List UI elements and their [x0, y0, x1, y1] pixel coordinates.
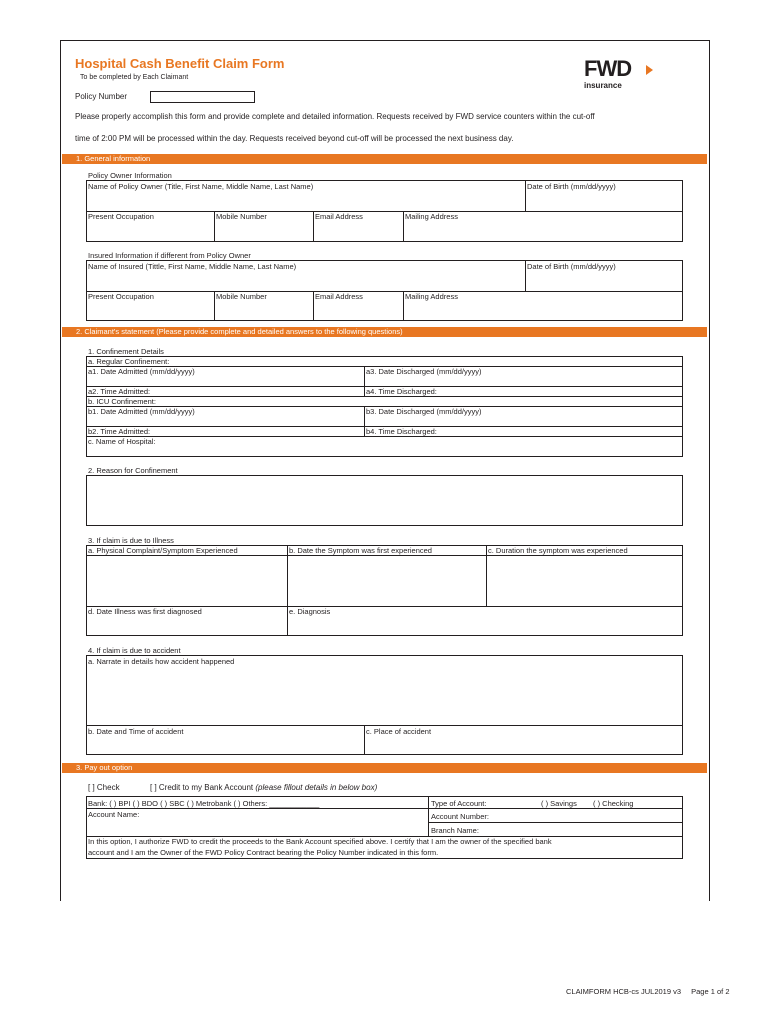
insured-heading: Insured Information if different from Policy Owner [88, 251, 251, 260]
owner-mobile-field[interactable]: Mobile Number [216, 212, 267, 221]
b1-date-admitted-field[interactable]: b1. Date Admitted (mm/dd/yyyy) [88, 407, 195, 416]
divider [287, 545, 288, 636]
owner-name-field[interactable]: Name of Policy Owner (Title, First Name, Middle Name, Last Name) [88, 182, 314, 191]
insured-dob-field[interactable]: Date of Birth (mm/dd/yyyy) [527, 262, 616, 271]
section2-header: 2. Claimant's statement (Please provide complete and detailed answers to the following questions) [62, 327, 707, 337]
a1-date-admitted-field[interactable]: a1. Date Admitted (mm/dd/yyyy) [88, 367, 195, 376]
symptom-duration-field[interactable]: c. Duration the symptom was experienced [488, 546, 628, 555]
owner-email-field[interactable]: Email Address [315, 212, 363, 221]
illness-box [86, 545, 683, 636]
owner-heading: Policy Owner Information [88, 171, 172, 180]
accident-place-field[interactable]: c. Place of accident [366, 727, 432, 736]
form-code: CLAIMFORM HCB-cs JUL2019 v3 [566, 987, 682, 996]
diagnosis-field[interactable]: e. Diagnosis [289, 607, 331, 616]
fwd-logo [584, 58, 658, 94]
insured-mobile-field[interactable]: Mobile Number [216, 292, 267, 301]
divider [364, 406, 365, 436]
divider [86, 291, 683, 292]
divider [86, 725, 683, 726]
instructions-line2: time of 2:00 PM will be processed within the day. Requests received beyond cut-off will be processed the next business day. [75, 134, 514, 143]
owner-mailing-field[interactable]: Mailing Address [405, 212, 458, 221]
authorization-line2: account and I am the Owner of the FWD Policy Contract bearing the Policy Number indicated in this form. [88, 848, 439, 857]
bank-credit-note: (please fillout details in below box) [255, 783, 378, 792]
logo-main-text: FWD [584, 56, 632, 81]
page-number: Page 1 of 2 [691, 987, 730, 996]
owner-dob-field[interactable]: Date of Birth (mm/dd/yyyy) [527, 182, 616, 191]
check-option[interactable]: [ ] Check [88, 783, 120, 792]
policy-number-field[interactable] [150, 91, 255, 103]
divider [86, 211, 683, 212]
divider [364, 366, 365, 396]
divider [428, 808, 683, 809]
policy-number-label: Policy Number [75, 92, 128, 101]
symptom-date-field[interactable]: b. Date the Symptom was first experienced [289, 546, 432, 555]
instructions-line1: Please properly accomplish this form and provide complete and detailed information. Requests received by FWD service counters within the cut-off [75, 112, 595, 121]
insured-name-field[interactable]: Name of Insured (Tittle, First Name, Middle Name, Last Name) [88, 262, 297, 271]
account-number-field[interactable]: Account Number: [431, 812, 489, 821]
b2-time-admitted-field[interactable]: b2. Time Admitted: [88, 427, 151, 436]
divider [525, 180, 526, 211]
illness-heading: 3. If claim is due to Illness [88, 536, 174, 545]
a4-time-discharged-field[interactable]: a4. Time Discharged: [366, 387, 437, 396]
divider [313, 211, 314, 242]
accident-datetime-field[interactable]: b. Date and Time of accident [88, 727, 184, 736]
logo-sub-text: insurance [584, 81, 622, 90]
form-subtitle: To be completed by Each Claimant [80, 74, 189, 81]
divider [364, 725, 365, 755]
diagnosis-date-field[interactable]: d. Date Illness was first diagnosed [88, 607, 202, 616]
b4-time-discharged-field[interactable]: b4. Time Discharged: [366, 427, 437, 436]
divider [214, 211, 215, 242]
divider [86, 396, 683, 397]
divider [86, 555, 683, 556]
owner-occupation-field[interactable]: Present Occupation [88, 212, 154, 221]
bank-selection[interactable]: Bank: ( ) BPI ( ) BDO ( ) SBC ( ) Metrobank ( ) Others: ____________ [88, 799, 320, 808]
branch-name-field[interactable]: Branch Name: [431, 826, 479, 835]
authorization-line1: In this option, I authorize FWD to credit the proceeds to the Bank Account specified above. I certify that I am the owner of the specified bank [88, 837, 552, 846]
divider [525, 260, 526, 291]
hospital-name-field[interactable]: c. Name of Hospital: [88, 437, 156, 446]
divider [86, 436, 683, 437]
insured-occupation-field[interactable]: Present Occupation [88, 292, 154, 301]
divider [403, 291, 404, 321]
reason-field[interactable] [86, 475, 683, 526]
divider [214, 291, 215, 321]
b3-date-discharged-field[interactable]: b3. Date Discharged (mm/dd/yyyy) [366, 407, 482, 416]
insured-mailing-field[interactable]: Mailing Address [405, 292, 458, 301]
a2-time-admitted-field[interactable]: a2. Time Admitted: [88, 387, 151, 396]
accident-heading: 4. If claim is due to accident [88, 646, 181, 655]
divider [428, 796, 429, 836]
form-title: Hospital Cash Benefit Claim Form [75, 56, 285, 71]
accident-narrative-field[interactable]: a. Narrate in details how accident happened [88, 657, 235, 666]
footer [566, 987, 730, 996]
section3-header: 3. Pay out option [62, 763, 707, 773]
savings-option[interactable]: ( ) Savings [541, 799, 577, 808]
bank-credit-label: [ ] Credit to my Bank Account [150, 783, 254, 792]
regular-confinement-heading: a. Regular Confinement: [88, 357, 170, 366]
symptom-field[interactable]: a. Physical Complaint/Symptom Experienced [88, 546, 238, 555]
divider [428, 822, 683, 823]
account-type-label: Type of Account: [431, 799, 487, 808]
icu-confinement-heading: b. ICU Confinement: [88, 397, 156, 406]
a3-date-discharged-field[interactable]: a3. Date Discharged (mm/dd/yyyy) [366, 367, 482, 376]
account-name-field[interactable]: Account Name: [88, 810, 140, 819]
divider [486, 545, 487, 606]
accident-box [86, 655, 683, 755]
checking-option[interactable]: ( ) Checking [593, 799, 634, 808]
divider [86, 808, 428, 809]
divider [313, 291, 314, 321]
confinement-heading: 1. Confinement Details [88, 347, 164, 356]
insured-email-field[interactable]: Email Address [315, 292, 363, 301]
play-triangle-icon [646, 65, 653, 75]
divider [403, 211, 404, 242]
bank-credit-option[interactable] [150, 783, 377, 792]
reason-heading: 2. Reason for Confinement [88, 466, 178, 475]
section1-header: 1. General information [62, 154, 707, 164]
